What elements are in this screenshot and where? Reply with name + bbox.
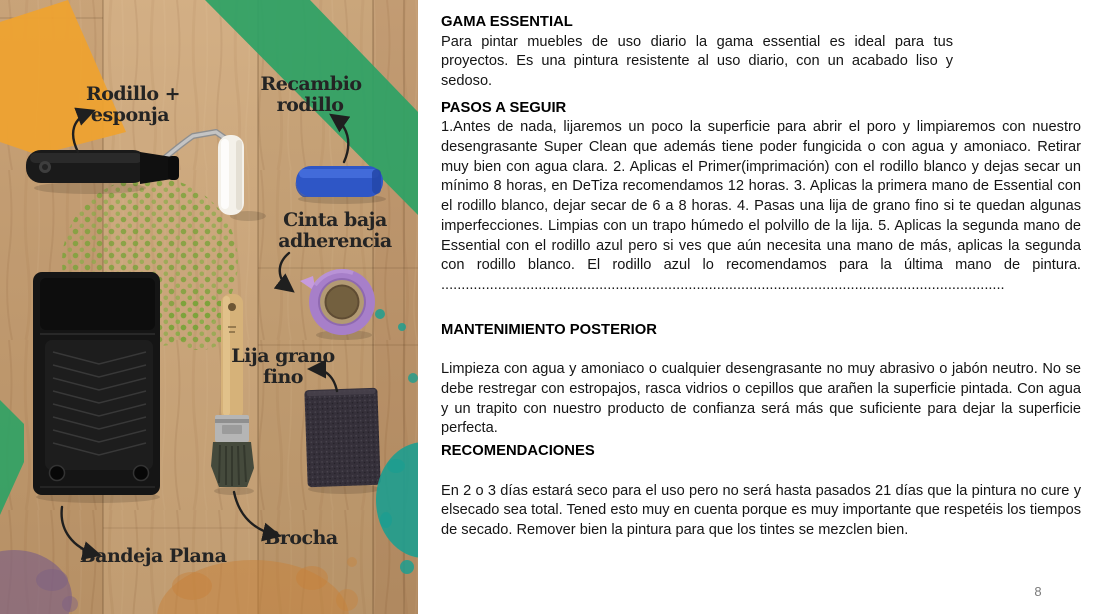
label-recambio-rodillo-line2: rodillo: [276, 94, 344, 116]
label-lija-line1: Lija grano: [231, 345, 335, 367]
label-bandeja: Bandeja Plana: [79, 545, 227, 567]
content-pane: [418, 0, 1112, 614]
label-rodillo-esponja-line1: Rodillo +: [85, 83, 181, 105]
section-heading: GAMA ESSENTIAL: [441, 14, 573, 30]
section-body: En 2 o 3 días estará seco para el uso pero no será hasta pasados 21 días que la pintura no cure y elsecado sea total. Tened esto muy en cuenta porque es muy importante que respetéis los tiempos de secado. Remover bien la pintura para que los tintes se mezclen bien.: [441, 482, 1081, 539]
section-body: 1.Antes de nada, lijaremos un poco la superficie para abrir el poro y limpiaremos con nuestro desengrasante Super Clean que además tiene poder fungicida o con agua y amoniaco. Retirar muy bien con agua clara. 2. Aplicas el Primer(imprimación) con el rodillo blanco y dejas secar un mínimo 8 horas, en DeTiza recomendamos 12 horas. 3. Aplicas la primera mano de Essential con el rodillo blanco, dejar secar de 6 a 8 horas. 4. Pasas una lija de grano fino si te quedan algunas imperfecciones. Limpias con un trapo húmedo el polvillo de la lija. 5. Aplicas la segunda mano de Essential con el rodillo azul pero si ves que aún necesita una mano de más, aplicas la segunda con rodillo blanco. El rodillo azul lo recomendamos para la última mano de pintura. ...........................................................................................................................................: [441, 119, 1081, 293]
sandpaper-block: [304, 388, 380, 487]
label-cinta-line1: Cinta baja: [283, 209, 387, 231]
label-cinta-line2: adherencia: [278, 230, 392, 252]
section-recomendaciones: [441, 442, 1081, 541]
page-number: 8: [1034, 584, 1042, 599]
paint-tray: [33, 272, 160, 495]
section-body: Para pintar muebles de uso diario la gama essential es ideal para tus proyectos. Es una pintura resistente al uso diario, con un acabado liso y sedoso.: [441, 33, 953, 89]
section-mantenimiento: [441, 321, 1081, 439]
label-rodillo-esponja-line2: esponja: [90, 104, 170, 126]
section-pasos-a-seguir: [441, 99, 1081, 296]
section-heading: RECOMENDACIONES: [441, 443, 595, 460]
label-recambio-rodillo-line1: Recambio: [260, 73, 362, 95]
roller-refill: [296, 166, 383, 197]
section-gama-essential: [441, 13, 1081, 92]
tools-photo: [0, 0, 418, 614]
section-heading: MANTENIMIENTO POSTERIOR: [441, 321, 657, 338]
section-heading: PASOS A SEGUIR: [441, 99, 567, 116]
section-body: Limpieza con agua y amoniaco o cualquier desengrasante no muy abrasivo o jabón neutro. No se debe restregar con estropajos, rasca vidrios o cepillos que arañen la superficie pintada. Con agua y un trapito con nuestro producto de confianza será más que suficiente para dejar la superficie perfecta.: [441, 361, 1081, 437]
label-brocha: Brocha: [264, 527, 338, 549]
label-lija-line2: fino: [263, 366, 303, 388]
